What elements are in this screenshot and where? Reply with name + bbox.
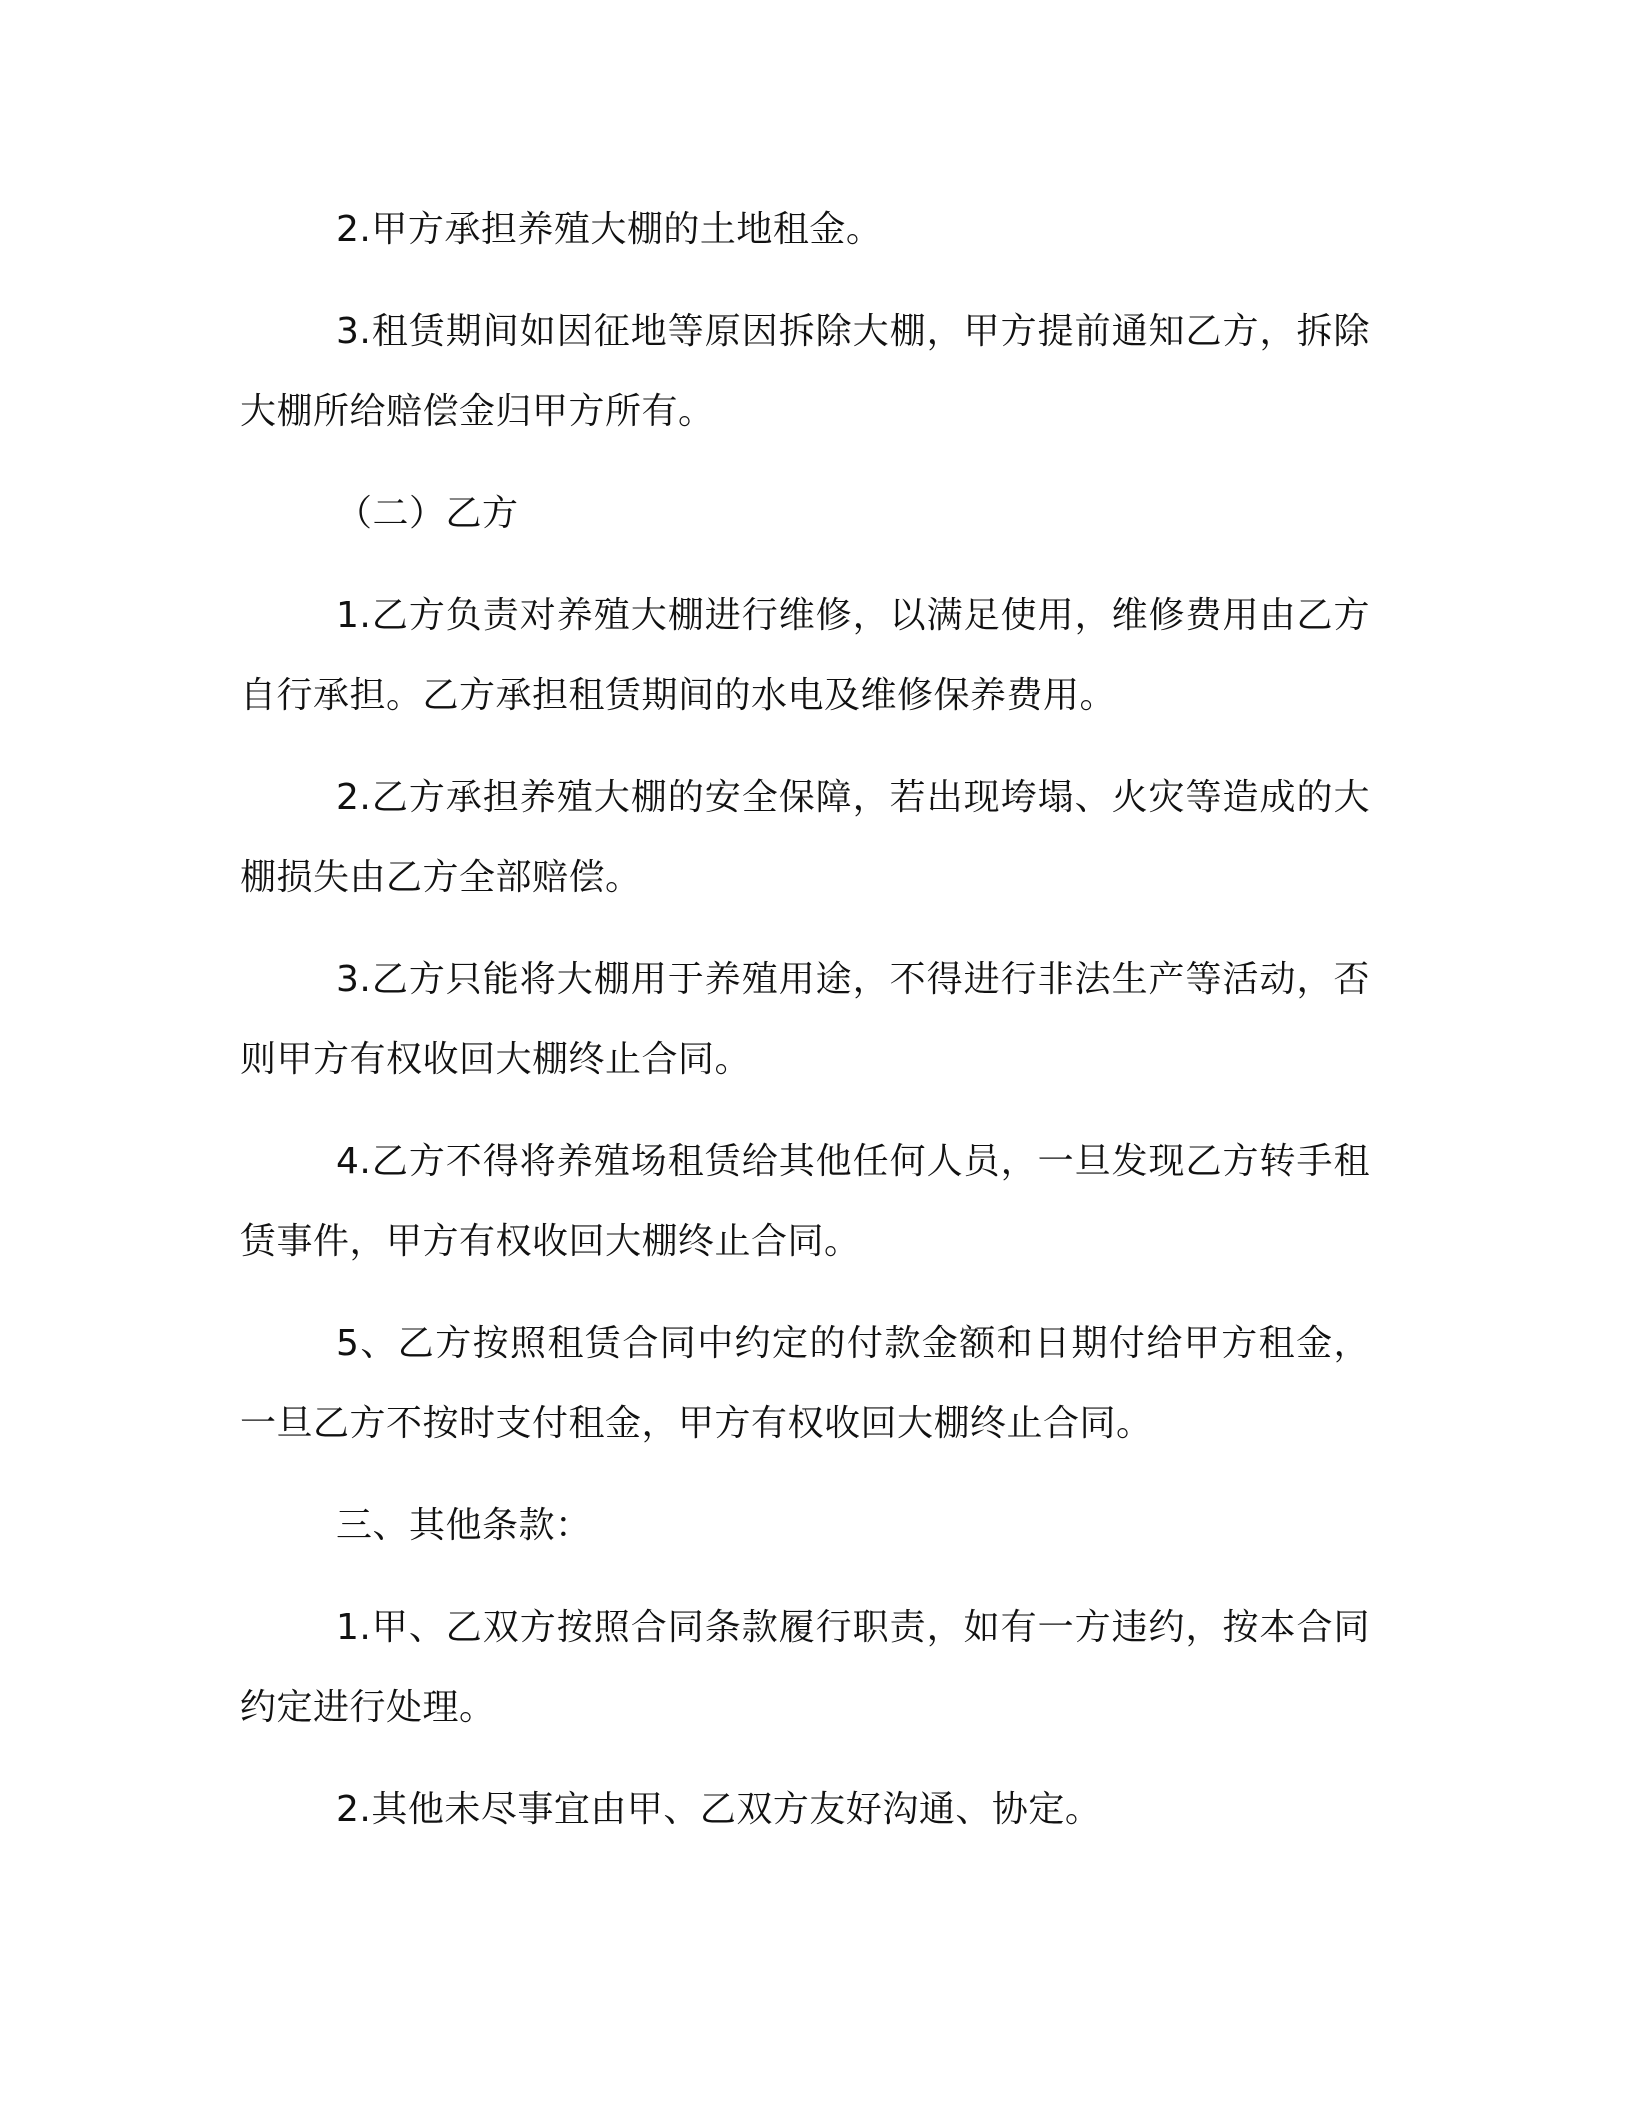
clause-party-b-5: 5、乙方按照租赁合同中约定的付款金额和日期付给甲方租金，一旦乙方不按时支付租金，甲方有权收回大棚终止合同。 [240,1323,1370,1444]
clause-party-a-3: 3.租赁期间如因征地等原因拆除大棚，甲方提前通知乙方，拆除大棚所给赔偿金归甲方所有。 [240,311,1370,432]
clause-party-b-3: 3.乙方只能将大棚用于养殖用途，不得进行非法生产等活动，否则甲方有权收回大棚终止合同。 [240,959,1370,1080]
clause-other-2: 2.其他未尽事宜由甲、乙双方友好沟通、协定。 [336,1789,1102,1830]
clause-party-b-4: 4.乙方不得将养殖场租赁给其他任何人员，一旦发现乙方转手租赁事件，甲方有权收回大棚终止合同。 [240,1141,1370,1262]
document-body [240,190,1370,1872]
clause-other-1: 1.甲、乙双方按照合同条款履行职责，如有一方违约，按本合同约定进行处理。 [240,1607,1370,1728]
section-heading-other-terms: 三、其他条款： [336,1505,592,1546]
section-heading-party-b: （二）乙方 [336,493,519,534]
clause-party-b-1: 1.乙方负责对养殖大棚进行维修，以满足使用，维修费用由乙方自行承担。乙方承担租赁期间的水电及维修保养费用。 [240,595,1370,716]
clause-party-a-2: 2.甲方承担养殖大棚的土地租金。 [336,209,883,250]
clause-party-b-2: 2.乙方承担养殖大棚的安全保障，若出现垮塌、火灾等造成的大棚损失由乙方全部赔偿。 [240,777,1370,898]
